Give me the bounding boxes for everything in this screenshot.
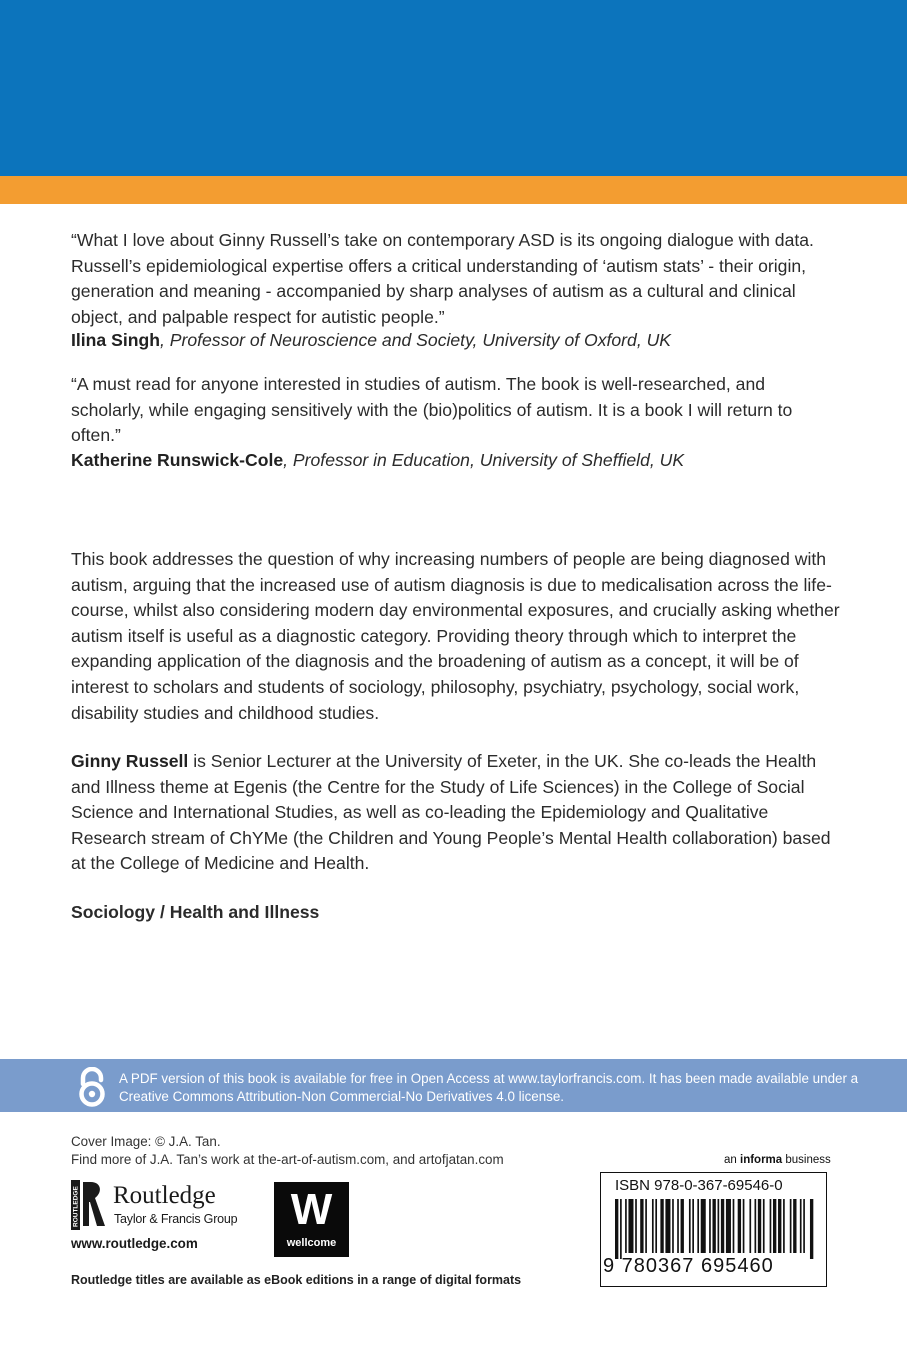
author-bio-text: is Senior Lecturer at the University of Exeter, in the UK. She co-leads the Health and Illness theme at Egenis (the Centre for the Study of Life Sciences) in the College of Social Science and International Studies, as well as co-leading the Epidemiology and Qualitative Research stream of ChYMe (the Children and Young People’s Mental Health collaboration) based at the College of Medicine and Health. [71, 751, 831, 874]
endorser-role-1: , Professor of Neuroscience and Society, University of Oxford, UK [159, 330, 672, 350]
cover-credit-line-1: Cover Image: © J.A. Tan. [71, 1134, 221, 1149]
barcode-bar [681, 1199, 684, 1253]
barcode-icon [615, 1199, 815, 1259]
barcode-bar [726, 1199, 731, 1253]
barcode-bar [645, 1199, 647, 1253]
accent-color-band [0, 176, 907, 204]
barcode-bar [628, 1199, 633, 1253]
barcode-bar [800, 1199, 802, 1253]
informa-wordmark: informa [740, 1154, 783, 1166]
author-name: Ginny Russell [71, 751, 189, 771]
barcode-bar [620, 1199, 622, 1259]
barcode-bar [803, 1199, 805, 1253]
barcode-bar [677, 1199, 679, 1253]
isbn-barcode-box [600, 1172, 827, 1287]
author-bio [71, 749, 841, 877]
barcode-bar [701, 1199, 706, 1253]
endorsement-attribution-2 [71, 448, 841, 474]
barcode-bar [665, 1199, 670, 1253]
barcode-bar [640, 1199, 643, 1253]
barcode-bar [712, 1199, 715, 1253]
open-access-notice: A PDF version of this book is available for free in Open Access at www.taylorfrancis.com. It has been made available under a Creative Commons Attribution-Non Commercial-No Derivatives 4.0 license. [119, 1071, 859, 1104]
barcode-bar [778, 1199, 781, 1253]
barcode-bar [758, 1199, 761, 1253]
publisher-group: Taylor & Francis Group [114, 1212, 238, 1226]
cover-credit-line-2: Find more of J.A. Tan’s work at the-art-of-autism.com, and artofjatan.com [71, 1152, 504, 1167]
barcode-bar [743, 1199, 745, 1253]
endorser-role-2: , Professor in Education, University of Sheffield, UK [283, 450, 685, 470]
barcode-bar [655, 1199, 657, 1253]
barcode-bar [793, 1199, 796, 1253]
barcode-bar [738, 1199, 741, 1253]
barcode-bar [635, 1199, 637, 1253]
barcode-bar [790, 1199, 792, 1253]
barcode-bar [652, 1199, 654, 1253]
subject-category: Sociology / Health and Illness [71, 902, 320, 922]
barcode-bar [672, 1199, 674, 1253]
isbn-label: ISBN 978-0-367-69546-0 [615, 1177, 783, 1194]
publisher-website: www.routledge.com [71, 1236, 198, 1251]
endorser-name-1: Ilina Singh [71, 330, 160, 350]
barcode-bar [755, 1199, 757, 1253]
barcode-bar [733, 1199, 735, 1253]
endorser-name-2: Katherine Runswick-Cole [71, 450, 284, 470]
barcode-bar [721, 1199, 724, 1253]
barcode-bar [697, 1199, 699, 1253]
barcode-bar [810, 1199, 813, 1259]
cover-image-credit [71, 1133, 504, 1169]
barcode-bar [625, 1199, 627, 1253]
barcode-bar [709, 1199, 711, 1253]
barcode-bar [615, 1199, 618, 1259]
wellcome-logo [274, 1182, 349, 1257]
barcode-bar [718, 1199, 720, 1253]
barcode-bar [770, 1199, 772, 1253]
open-access-banner [0, 1059, 907, 1112]
barcode-bar [763, 1199, 765, 1253]
book-description: This book addresses the question of why increasing numbers of people are being diagnosed with autism, arguing that the increased use of autism diagnosis is due to medicalisation across the life-course, whilst also considering modern day environmental exposures, and crucially asking whether autism itself is useful as a diagnostic category. Providing theory through which to interpret the expanding application of the diagnosis and the broadening of autism as a concept, it will be of interest to scholars and students of sociology, philosophy, psychiatry, psychology, social work, disability studies and childhood studies. [71, 549, 840, 723]
barcode-bar [692, 1199, 694, 1253]
wellcome-wordmark: wellcome [286, 1237, 337, 1249]
top-color-band [0, 0, 907, 176]
open-access-lock-icon [74, 1067, 110, 1107]
barcode-bar [749, 1199, 751, 1253]
endorsement-quote-1: “What I love about Ginny Russell’s take on contemporary ASD is its ongoing dialogue with data. Russell’s epidemiological expertise offers a critical understanding of ‘autism stats’ - their origin, generation and meaning - accompanied by sharp analyses of autism as a cultural and clinical object, and palpable respect for autistic people.” [71, 230, 814, 327]
publisher-name: Routledge [113, 1182, 216, 1209]
routledge-emblem-icon [71, 1180, 107, 1230]
ebook-availability-note: Routledge titles are available as eBook editions in a range of digital formats [71, 1273, 522, 1287]
barcode-bar [660, 1199, 663, 1253]
barcode-digits: 9 780367 695460 [603, 1255, 774, 1277]
routledge-spine-text: ROUTLEDGE [72, 1186, 80, 1227]
informa-suffix: business [782, 1154, 831, 1166]
barcode-bar [689, 1199, 691, 1253]
informa-prefix: an [724, 1154, 740, 1166]
routledge-logo [71, 1180, 261, 1230]
wellcome-w-mark: W [290, 1185, 333, 1234]
informa-business-tag [724, 1154, 831, 1166]
barcode-bar [773, 1199, 776, 1253]
barcode-bar [783, 1199, 785, 1253]
endorsement-quote-2: “A must read for anyone interested in studies of autism. The book is well-researched, and scholarly, while engaging sensitively with the (bio)politics of autism. It is a book I will return to often.” [71, 374, 793, 446]
endorsement-attribution-1 [71, 328, 841, 354]
